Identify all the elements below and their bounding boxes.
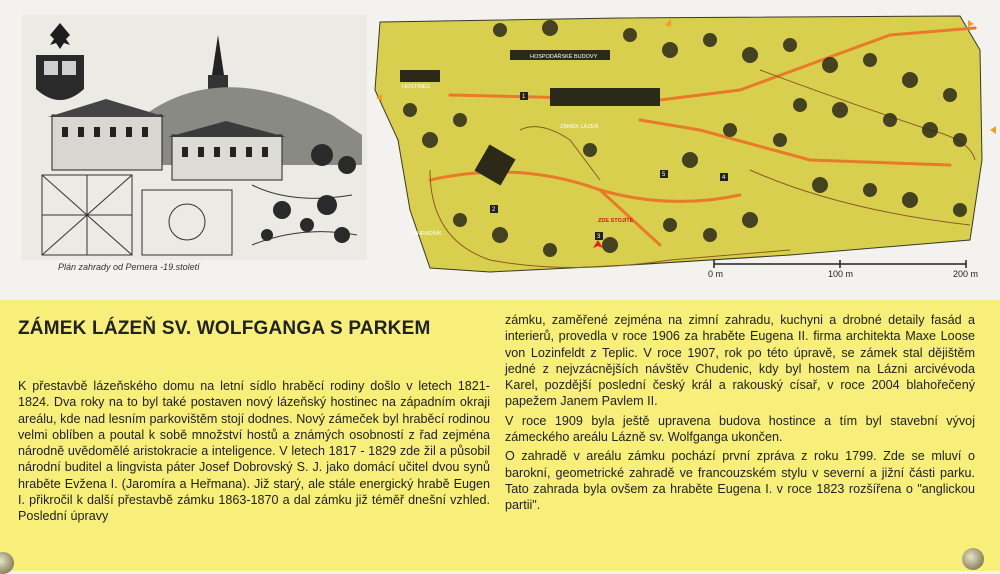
map-label-you-are-here: ZDE STOJÍTE [598,218,634,224]
right-paragraph-2: V roce 1909 byla ještě upravena budova hostince a tím byl stavební vývoj zámeckého areálu Lázně sv. Wolfganga ukončen. [505,413,975,445]
right-paragraph-3: O zahradě v areálu zámku pochází první zpráva z roku 1799. Zde se mluví o barokní, geometrické zahradě ve francouzském stylu v severní a jižní části parku. Tato zahrada byla ovšem za hraběte Eugena I. v roce 1823 rozšířena o "anglickou partii". [505,449,975,513]
board-title: ZÁMEK LÁZEŇ SV. WOLFGANGA S PARKEM [18,318,431,339]
right-column [505,312,975,517]
scale-200: 200 m [953,269,979,279]
right-paragraph-1: zámku, zaměřené zejména na zimní zahradu, kuchyni a drobné detaily fasád a interierů, provedla v roce 1906 za hraběte Eugena II. firma architekta Maxe Loose von Lozinfeldt z Teplic. V roce 1907, rok po této úpravě, se zámek stal dějištěm jedné z nejvzácnějších návštěv Chudenic, kdy byl hostem na Lázni arcivévoda Karel, pozdější poslední český král a rakouský císař, v roce 2004 blahořečený papežem Janem Pavlem II. [505,313,975,409]
park-area [375,16,982,272]
svg-text:2: 2 [492,207,496,213]
screw-icon [962,548,984,570]
svg-text:1: 1 [522,94,526,100]
scale-100: 100 m [828,269,854,279]
map-label-chateau: ZÁMEK LÁZEŇ [560,124,599,130]
svg-text:5: 5 [662,172,666,178]
left-column [18,378,490,528]
historic-garden-engraving [22,15,367,260]
engraving-caption: Plán zahrady od Pernera -19.století [58,262,200,272]
scale-0: 0 m [708,269,724,279]
svg-text:4: 4 [722,175,726,181]
left-paragraph: K přestavbě lázeňského domu na letní sídlo hraběcí rodiny došlo v letech 1821-1824. Dva roky na to byl také postaven nový lázeňský hostinec na západním okraji areálu, kde nad lesním parkovištěm stojí dodnes. Nový zámeček byl hraběcí rodinou velmi oblíben a poutal k sobě množství hostů a známých osobností z řad zejména národně uvědomělé aristokracie a inteligence. V letech 1817 - 1829 zde žil a působil národní buditel a lingvista páter Josef Dobrovský S. J. jako domácí učitel dvou synů hraběte Evžena I. (Jaromíra a Heřmana). Již starý, ale stále energický hrabě Eugen I. přikročil k další přestavbě zámku 1863-1870 a dal zámku již téměř dnešní vzhled. Poslední úpravy [18,379,490,524]
svg-text:3: 3 [597,234,601,240]
map-label-gardener: ZAHRADNÍK [410,231,442,237]
map-label-inn: HOSTINEC [402,84,431,90]
park-map [370,10,998,280]
map-label-farm-buildings: HOSPODÁŘSKÉ BUDOVY [530,54,598,60]
